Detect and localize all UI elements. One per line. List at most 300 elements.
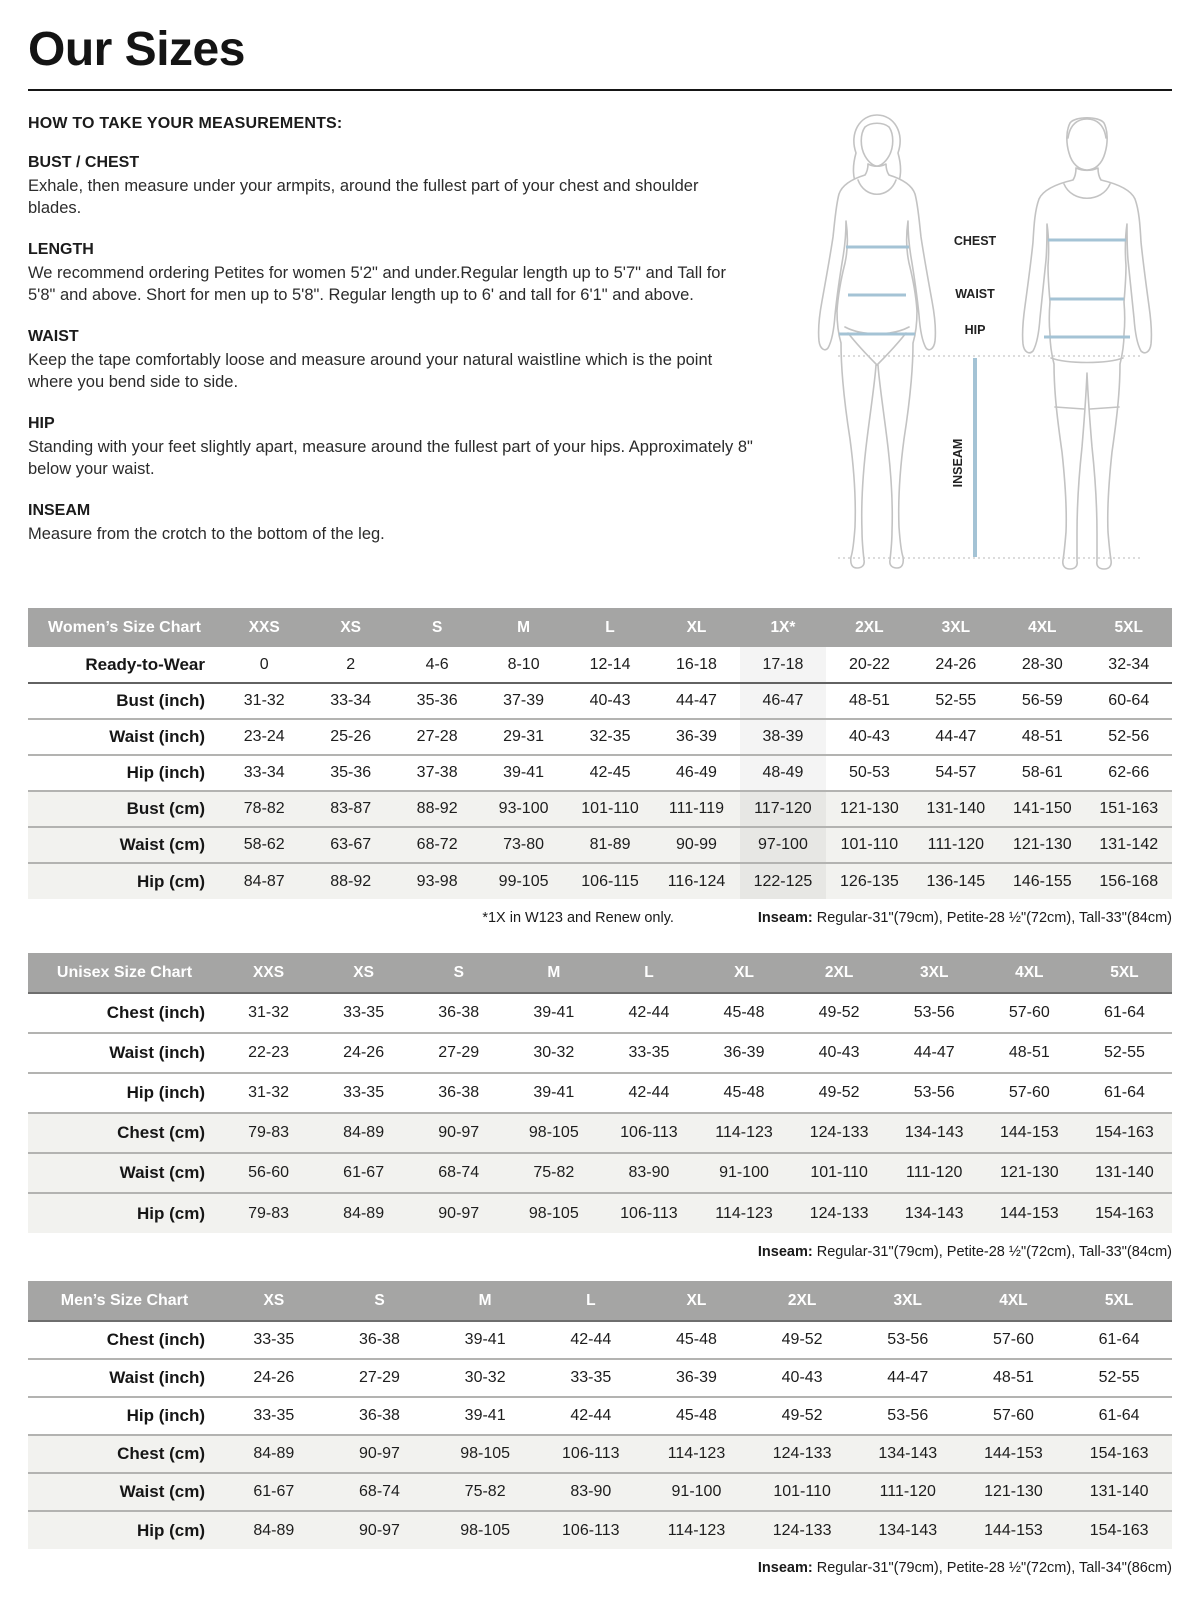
size-cell: 84-89 xyxy=(253,1521,295,1539)
size-cell: 40-43 xyxy=(781,1369,823,1386)
size-column-header: XL xyxy=(653,608,739,647)
size-column-header: 4XL xyxy=(961,1281,1067,1321)
size-cell: 17-18 xyxy=(740,647,826,683)
size-cell: 30-32 xyxy=(464,1369,506,1386)
section-text: We recommend ordering Petites for women 5'2" and under.Regular length up to 5'7" and Tall for 5'8" and above. Short for men up to 5'8". Regular length up to 6' and tall for 6'1" and above. xyxy=(28,263,726,304)
size-cell: 134-143 xyxy=(904,1204,964,1222)
instructions-text-column xyxy=(28,115,768,545)
unisex-footnote xyxy=(28,1244,1172,1260)
size-cell: 54-57 xyxy=(935,764,977,781)
size-cell: 39-41 xyxy=(503,764,545,781)
row-label: Waist (cm) xyxy=(119,1163,205,1182)
table-row xyxy=(28,1153,1172,1193)
size-cell: 91-100 xyxy=(671,1483,722,1500)
section-text: Standing with your feet slightly apart, measure around the fullest part of your hips. Approximately 8" below your waist. xyxy=(28,437,753,478)
size-column-header: XS xyxy=(221,1281,327,1321)
table-title: Women’s Size Chart xyxy=(28,608,221,647)
size-cell: 79-83 xyxy=(248,1124,289,1141)
size-cell: 88-92 xyxy=(416,800,458,817)
size-cell: 53-56 xyxy=(887,1407,929,1424)
size-cell: 134-143 xyxy=(904,1124,964,1141)
section-label: INSEAM xyxy=(28,501,91,519)
male-figure-outline xyxy=(1023,118,1152,569)
row-label: Chest (cm) xyxy=(117,1123,205,1142)
size-cell: 45-48 xyxy=(723,1004,765,1021)
size-cell: 131-140 xyxy=(926,800,986,817)
size-cell: 61-67 xyxy=(253,1483,295,1500)
size-cell: 46-49 xyxy=(676,764,717,781)
size-cell: 28-30 xyxy=(1021,655,1063,673)
table-row xyxy=(28,719,1172,755)
size-cell: 48-51 xyxy=(1008,1044,1050,1061)
size-cell: 134-143 xyxy=(878,1445,938,1462)
size-cell: 36-38 xyxy=(438,1004,480,1021)
size-cell: 79-83 xyxy=(248,1204,289,1222)
size-column-header: XXS xyxy=(221,608,307,647)
size-cell: 42-45 xyxy=(589,764,631,781)
size-cell: 40-43 xyxy=(818,1044,860,1061)
size-cell: 124-133 xyxy=(772,1445,832,1462)
size-cell: 83-87 xyxy=(330,800,372,817)
size-column-header: 5XL xyxy=(1077,953,1172,993)
size-cell: 33-34 xyxy=(243,764,285,781)
size-cell: 44-47 xyxy=(676,692,717,709)
table-row xyxy=(28,1113,1172,1153)
size-cell: 122-125 xyxy=(740,863,826,899)
inseam-note-text: Regular-31"(79cm), Petite-28 ½"(72cm), Tall-33"(84cm) xyxy=(812,1244,1172,1260)
size-cell: 50-53 xyxy=(848,764,890,781)
size-cell: 131-140 xyxy=(1095,1164,1154,1181)
size-cell: 23-24 xyxy=(243,728,285,745)
size-cell: 57-60 xyxy=(1008,1004,1050,1021)
size-column-header: L xyxy=(538,1281,644,1321)
size-cell: 75-82 xyxy=(464,1483,506,1500)
size-cell: 156-168 xyxy=(1099,872,1159,890)
size-column-header: M xyxy=(432,1281,538,1321)
body-measurement-diagram xyxy=(792,107,1172,589)
size-cell: 48-51 xyxy=(992,1369,1034,1386)
size-column-header: 2XL xyxy=(792,953,887,993)
size-cell: 144-153 xyxy=(999,1204,1059,1222)
size-cell: 117-120 xyxy=(740,791,826,827)
size-cell: 121-130 xyxy=(999,1164,1059,1181)
size-cell: 84-89 xyxy=(343,1124,385,1141)
size-cell: 151-163 xyxy=(1099,800,1159,817)
womens-size-chart xyxy=(28,608,1172,899)
inseam-note-label: Inseam: xyxy=(757,1560,813,1576)
size-chart-header-row xyxy=(28,1281,1172,1321)
size-column-header: XS xyxy=(316,953,411,993)
womens-inseam-note xyxy=(758,910,1172,926)
size-column-header: XS xyxy=(307,608,393,647)
size-cell: 49-52 xyxy=(818,1004,860,1021)
row-label: Waist (inch) xyxy=(109,1043,205,1062)
size-cell: 57-60 xyxy=(992,1331,1034,1348)
size-cell: 2 xyxy=(346,655,356,673)
section-length xyxy=(28,241,768,307)
size-cell: 31-32 xyxy=(243,692,285,709)
size-cell: 98-105 xyxy=(460,1521,511,1539)
section-label: HIP xyxy=(28,414,55,432)
row-label: Waist (cm) xyxy=(119,835,205,854)
size-cell: 0 xyxy=(259,655,269,673)
size-cell: 33-35 xyxy=(253,1331,295,1348)
size-cell: 83-90 xyxy=(570,1483,612,1500)
size-cell: 32-34 xyxy=(1108,655,1150,673)
size-cell: 53-56 xyxy=(913,1004,955,1021)
size-column-header: L xyxy=(567,608,653,647)
size-cell: 68-74 xyxy=(438,1164,480,1181)
size-column-header: 2XL xyxy=(826,608,912,647)
size-cell: 154-163 xyxy=(1095,1204,1154,1222)
size-cell: 52-56 xyxy=(1108,728,1150,745)
size-cell: 90-97 xyxy=(359,1445,400,1462)
size-cell: 33-35 xyxy=(253,1407,295,1424)
size-cell: 27-28 xyxy=(416,728,458,745)
size-cell: 121-130 xyxy=(840,800,899,817)
size-cell: 106-113 xyxy=(620,1204,678,1222)
size-cell: 38-39 xyxy=(740,719,826,755)
table-row xyxy=(28,993,1172,1033)
size-cell: 42-44 xyxy=(570,1331,612,1348)
mens-size-chart xyxy=(28,1281,1172,1549)
size-cell: 101-110 xyxy=(810,1164,868,1181)
table-row xyxy=(28,755,1172,791)
size-cell: 33-35 xyxy=(628,1044,670,1061)
size-cell: 61-64 xyxy=(1103,1084,1145,1101)
table-row xyxy=(28,863,1172,899)
size-cell: 49-52 xyxy=(781,1407,823,1424)
size-cell: 22-23 xyxy=(248,1044,289,1061)
unisex-inseam-note xyxy=(758,1244,1172,1260)
size-cell: 73-80 xyxy=(503,836,545,853)
size-cell: 124-133 xyxy=(772,1521,832,1539)
size-cell: 30-32 xyxy=(533,1044,575,1061)
row-label: Hip (cm) xyxy=(137,1203,205,1223)
size-cell: 36-38 xyxy=(359,1331,400,1348)
size-cell: 144-153 xyxy=(984,1445,1043,1462)
chest-label: CHEST xyxy=(953,234,997,248)
size-cell: 111-120 xyxy=(879,1483,936,1500)
size-column-header: XL xyxy=(644,1281,750,1321)
size-column-header: L xyxy=(601,953,696,993)
row-label: Hip (cm) xyxy=(137,871,205,891)
table-row xyxy=(28,1511,1172,1549)
table-row xyxy=(28,1359,1172,1397)
size-cell: 48-51 xyxy=(1021,728,1063,745)
size-cell: 134-143 xyxy=(878,1521,938,1539)
size-cell: 154-163 xyxy=(1095,1124,1154,1141)
size-column-header: 5XL xyxy=(1086,608,1172,647)
size-cell: 31-32 xyxy=(248,1004,289,1021)
size-cell: 114-123 xyxy=(715,1124,773,1141)
size-cell: 75-82 xyxy=(533,1164,575,1181)
size-cell: 44-47 xyxy=(935,728,977,745)
size-cell: 40-43 xyxy=(848,728,890,745)
table-row xyxy=(28,1033,1172,1073)
size-cell: 62-66 xyxy=(1108,764,1150,781)
size-cell: 131-140 xyxy=(1089,1483,1149,1500)
inseam-label: INSEAM xyxy=(951,438,965,488)
section-bust-chest xyxy=(28,154,768,220)
size-cell: 33-35 xyxy=(343,1004,385,1021)
section-label: BUST / CHEST xyxy=(28,154,140,171)
unisex-size-chart xyxy=(28,953,1172,1233)
waist-label: WAIST xyxy=(955,287,995,301)
size-cell: 131-142 xyxy=(1099,836,1159,853)
size-cell: 39-41 xyxy=(464,1407,506,1424)
size-cell: 58-61 xyxy=(1021,764,1063,781)
row-label: Waist (inch) xyxy=(109,1368,205,1387)
size-column-header: 3XL xyxy=(913,608,999,647)
row-label: Hip (cm) xyxy=(137,1520,205,1540)
size-cell: 116-124 xyxy=(667,872,726,890)
row-label: Hip (inch) xyxy=(126,1083,205,1102)
section-text: Keep the tape comfortably loose and measure around your natural waistline which is the point where you bend side to side. xyxy=(28,350,713,391)
row-label: Bust (inch) xyxy=(116,691,205,710)
female-figure-outline xyxy=(819,115,936,568)
size-cell: 57-60 xyxy=(992,1407,1034,1424)
size-cell: 53-56 xyxy=(913,1084,955,1101)
table-row xyxy=(28,1397,1172,1435)
size-cell: 68-74 xyxy=(359,1483,400,1500)
size-cell: 16-18 xyxy=(676,655,717,673)
size-cell: 144-153 xyxy=(999,1124,1059,1141)
size-cell: 111-120 xyxy=(906,1164,963,1181)
size-cell: 48-49 xyxy=(740,755,826,791)
size-cell: 53-56 xyxy=(887,1331,929,1348)
size-cell: 98-105 xyxy=(528,1204,579,1222)
size-cell: 121-130 xyxy=(984,1483,1043,1500)
size-cell: 36-38 xyxy=(438,1084,480,1101)
diagram-column xyxy=(792,107,1172,594)
size-cell: 39-41 xyxy=(533,1084,575,1101)
size-cell: 61-64 xyxy=(1098,1331,1140,1348)
table-row xyxy=(28,1321,1172,1359)
table-row xyxy=(28,1473,1172,1511)
table-row xyxy=(28,683,1172,719)
table-row xyxy=(28,791,1172,827)
size-cell: 37-39 xyxy=(503,692,545,709)
size-chart-header-row xyxy=(28,608,1172,647)
mens-inseam-note xyxy=(758,1560,1172,1576)
size-cell: 101-110 xyxy=(581,800,639,817)
size-column-header: 5XL xyxy=(1066,1281,1172,1321)
table-row xyxy=(28,827,1172,863)
size-column-header: M xyxy=(480,608,566,647)
size-cell: 45-48 xyxy=(723,1084,765,1101)
section-label: WAIST xyxy=(28,327,79,345)
size-column-header: XXS xyxy=(221,953,316,993)
size-cell: 57-60 xyxy=(1008,1084,1050,1101)
size-cell: 81-89 xyxy=(589,836,631,853)
size-cell: 101-110 xyxy=(840,836,899,853)
size-cell: 24-26 xyxy=(253,1369,295,1386)
section-inseam xyxy=(28,502,768,546)
size-cell: 45-48 xyxy=(675,1331,717,1348)
size-cell: 32-35 xyxy=(589,728,631,745)
size-cell: 68-72 xyxy=(416,836,458,853)
size-cell: 84-89 xyxy=(253,1445,295,1462)
size-column-header: XL xyxy=(696,953,791,993)
size-cell: 101-110 xyxy=(773,1483,831,1500)
size-cell: 154-163 xyxy=(1089,1521,1149,1539)
size-cell: 58-62 xyxy=(243,836,285,853)
size-cell: 136-145 xyxy=(926,872,986,890)
row-label: Ready-to-Wear xyxy=(85,654,205,674)
size-cell: 48-51 xyxy=(848,692,890,709)
inseam-note-label: Inseam: xyxy=(757,1244,813,1260)
size-cell: 52-55 xyxy=(1103,1044,1145,1061)
size-cell: 61-64 xyxy=(1103,1004,1145,1021)
row-label: Waist (inch) xyxy=(109,727,205,746)
size-cell: 111-119 xyxy=(668,800,725,817)
size-cell: 84-87 xyxy=(243,872,285,890)
size-cell: 98-105 xyxy=(460,1445,511,1462)
size-cell: 146-155 xyxy=(1012,872,1072,890)
section-label: LENGTH xyxy=(28,240,94,258)
size-cell: 37-38 xyxy=(416,764,458,781)
size-cell: 46-47 xyxy=(740,683,826,719)
size-column-header: 3XL xyxy=(855,1281,961,1321)
size-cell: 106-113 xyxy=(620,1124,678,1141)
size-column-header: 4XL xyxy=(999,608,1085,647)
size-cell: 83-90 xyxy=(628,1164,670,1181)
size-cell: 39-41 xyxy=(533,1004,575,1021)
size-cell: 154-163 xyxy=(1089,1445,1149,1462)
size-column-header: 2XL xyxy=(749,1281,855,1321)
size-cell: 24-26 xyxy=(935,655,977,673)
size-column-header: 4XL xyxy=(982,953,1077,993)
size-cell: 126-135 xyxy=(840,872,899,890)
size-cell: 111-120 xyxy=(927,836,985,853)
size-cell: 98-105 xyxy=(528,1124,579,1141)
one-x-note: *1X in W123 and Renew only. xyxy=(482,910,674,926)
size-cell: 93-100 xyxy=(498,800,549,817)
row-label: Hip (inch) xyxy=(126,763,205,782)
table-row xyxy=(28,1435,1172,1473)
size-cell: 114-123 xyxy=(715,1204,773,1222)
size-cell: 29-31 xyxy=(503,728,545,745)
size-guide-page xyxy=(0,22,1200,1576)
size-cell: 52-55 xyxy=(935,692,977,709)
size-cell: 106-113 xyxy=(562,1521,620,1539)
size-cell: 12-14 xyxy=(589,655,631,673)
size-cell: 84-89 xyxy=(343,1204,385,1222)
size-cell: 90-97 xyxy=(438,1204,480,1222)
size-cell: 90-97 xyxy=(438,1124,480,1141)
size-column-header: 1X* xyxy=(740,608,826,647)
size-column-header: S xyxy=(411,953,506,993)
how-to-heading: HOW TO TAKE YOUR MEASUREMENTS: xyxy=(28,115,343,132)
size-cell: 49-52 xyxy=(781,1331,823,1348)
table-row xyxy=(28,1193,1172,1233)
size-cell: 27-29 xyxy=(359,1369,400,1386)
row-label: Hip (inch) xyxy=(126,1406,205,1425)
size-cell: 36-39 xyxy=(676,728,717,745)
size-cell: 99-105 xyxy=(498,872,549,890)
size-cell: 144-153 xyxy=(984,1521,1043,1539)
size-cell: 36-39 xyxy=(675,1369,717,1386)
size-chart-header-row xyxy=(28,953,1172,993)
size-cell: 49-52 xyxy=(818,1084,860,1101)
size-cell: 90-99 xyxy=(676,836,717,853)
section-text: Exhale, then measure under your armpits, around the fullest part of your chest and shoulder blades. xyxy=(28,177,699,217)
size-cell: 36-39 xyxy=(723,1044,765,1061)
size-cell: 20-22 xyxy=(848,655,890,673)
size-cell: 90-97 xyxy=(359,1521,400,1539)
size-column-header: S xyxy=(394,608,480,647)
section-waist xyxy=(28,328,768,394)
size-cell: 56-60 xyxy=(248,1164,289,1181)
table-row xyxy=(28,647,1172,683)
size-cell: 27-29 xyxy=(438,1044,480,1061)
inseam-note-label: Inseam: xyxy=(757,910,813,926)
size-cell: 35-36 xyxy=(330,764,372,781)
size-cell: 24-26 xyxy=(343,1044,385,1061)
table-title: Unisex Size Chart xyxy=(28,953,221,993)
size-cell: 42-44 xyxy=(570,1407,612,1424)
size-cell: 39-41 xyxy=(464,1331,506,1348)
size-cell: 44-47 xyxy=(887,1369,929,1386)
inseam-note-text: Regular-31"(79cm), Petite-28 ½"(72cm), Tall-34"(86cm) xyxy=(812,1560,1172,1576)
size-column-header: M xyxy=(506,953,601,993)
size-cell: 114-123 xyxy=(667,1445,726,1462)
mens-footnote xyxy=(28,1560,1172,1576)
size-cell: 42-44 xyxy=(628,1004,670,1021)
size-column-header: S xyxy=(327,1281,433,1321)
size-cell: 52-55 xyxy=(1098,1369,1140,1386)
size-cell: 91-100 xyxy=(719,1164,769,1181)
size-cell: 8-10 xyxy=(507,655,540,673)
size-cell: 114-123 xyxy=(667,1521,726,1539)
size-cell: 45-48 xyxy=(675,1407,717,1424)
table-row xyxy=(28,1073,1172,1113)
page-title: Our Sizes xyxy=(28,23,245,76)
size-cell: 60-64 xyxy=(1108,692,1150,709)
size-cell: 124-133 xyxy=(809,1124,869,1141)
row-label: Chest (cm) xyxy=(117,1444,205,1463)
size-cell: 44-47 xyxy=(913,1044,955,1061)
row-label: Waist (cm) xyxy=(119,1482,205,1501)
section-text: Measure from the crotch to the bottom of the leg. xyxy=(28,524,385,543)
womens-footnote xyxy=(28,910,1172,926)
size-cell: 31-32 xyxy=(248,1084,289,1101)
size-cell: 106-115 xyxy=(581,872,639,890)
size-cell: 25-26 xyxy=(330,728,372,745)
size-charts xyxy=(0,608,1200,1576)
hip-label: HIP xyxy=(964,323,986,337)
size-cell: 33-34 xyxy=(330,692,372,709)
measurement-instructions xyxy=(0,91,1200,594)
row-label: Bust (cm) xyxy=(126,799,205,818)
size-cell: 106-113 xyxy=(562,1445,620,1462)
size-cell: 56-59 xyxy=(1021,692,1063,709)
size-cell: 88-92 xyxy=(330,872,372,890)
section-hip xyxy=(28,415,768,481)
row-label: Chest (inch) xyxy=(106,1003,205,1022)
size-cell: 93-98 xyxy=(416,872,458,890)
size-cell: 61-64 xyxy=(1098,1407,1140,1424)
size-cell: 63-67 xyxy=(330,836,372,853)
row-label: Chest (inch) xyxy=(106,1330,205,1349)
size-cell: 97-100 xyxy=(740,827,826,863)
size-cell: 61-67 xyxy=(343,1164,385,1181)
size-cell: 141-150 xyxy=(1012,800,1072,817)
size-cell: 40-43 xyxy=(589,692,631,709)
table-title: Men’s Size Chart xyxy=(28,1281,221,1321)
size-cell: 33-35 xyxy=(343,1084,385,1101)
